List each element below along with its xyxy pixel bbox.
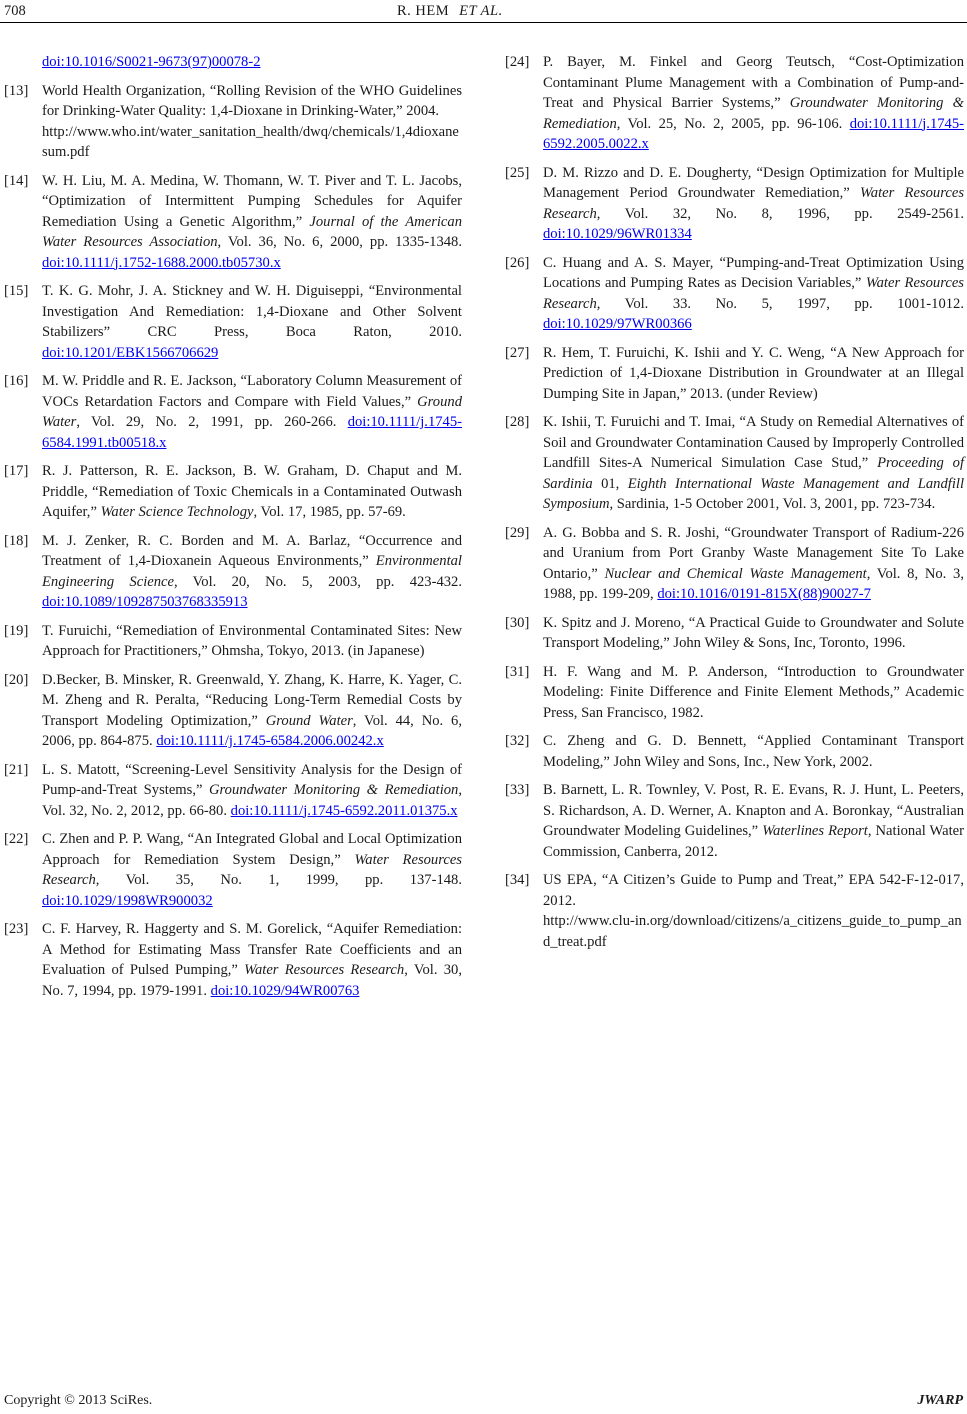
reference-item [505,163,964,245]
reference-item [505,731,964,772]
reference-text: K. Spitz and J. Moreno, “A Practical Guide to Groundwater and Solute Transport Modeling,” John Wiley & Sons, Inc, Toronto, 1996. [543,614,964,651]
copyright-footer: Copyright © 2013 SciRes. [4,1393,153,1408]
reference-text: P. Bayer, M. Finkel and Georg Teutsch, “Cost-Optimization Contaminant Plume Management with a Combination of Pump-and-Treat and Physical Barrier Systems,” [543,54,964,111]
reference-source-title: Water Resources Research [543,275,964,312]
reference-text: US EPA, “A Citizen’s Guide to Pump and Treat,” EPA 542-F-12-017, 2012. [543,872,964,909]
reference-url: http://www.who.int/water_sanitation_health/dwq/chemicals/1,4dioxanesum.pdf [42,123,459,160]
reference-text: L. S. Matott, “Screening-Level Sensitivity Analysis for the Design of Pump-and-Treat Systems,” [42,761,462,798]
reference-text: World Health Organization, “Rolling Revision of the WHO Guidelines for Drinking-Water Quality: 1,4-Dioxane in Drinking-Water,” 2004. [42,82,462,119]
reference-source-title: Environmental Engineering Science [42,553,462,590]
reference-text: T. K. G. Mohr, J. A. Stickney and W. H. Diguiseppi, “Environmental Investigation And Remediation: 1,4-Dioxane and Other Solvent Stabilizers” CRC Press, Boca Raton, 2010. [42,283,462,340]
reference-source-title: Ground Water [265,712,353,729]
reference-number: [22] [4,831,29,847]
reference-number: [21] [4,761,29,778]
reference-number: [29] [505,524,530,541]
reference-text: , Vol. 44, No. 6, 2006, pp. 864-875. [42,712,462,749]
reference-item [4,621,462,662]
reference-item [505,523,964,605]
reference-text: D. M. Rizzo and D. E. Dougherty, “Design Optimization for Multiple Management Period Groundwater Remediation,” [543,164,964,201]
doi-link[interactable]: doi:10.1201/EBK1566706629 [42,344,219,361]
reference-text: , Vol. 35, No. 1, 1999, pp. 137-148. [95,872,462,888]
reference-text: , Vol. 33. No. 5, 1997, pp. 1001-1012. [596,295,964,312]
reference-text: M. W. Priddle and R. E. Jackson, “Laboratory Column Measurement of VOCs Retardation Factors and Compare with Field Values,” [42,373,462,410]
reference-text: H. F. Wang and M. P. Anderson, “Introduction to Groundwater Modeling: Finite Difference and Finite Element Methods,” Academic Press, San Francisco, 1982. [543,663,964,721]
reference-item [505,52,964,155]
reference-text: , Vol. 8, No. 3, 1988, pp. 199-209, [543,565,964,602]
reference-number: [32] [505,733,530,749]
journal-footer: JWARP [917,1393,963,1408]
reference-text: , Vol. 30, No. 7, 1994, pp. 1979-1991. [42,962,462,999]
reference-text: , Vol. 17, 1985, pp. 57-69. [253,504,406,520]
reference-source-title: Eighth International Waste Management and Landfill Symposium [543,475,964,512]
reference-number: [30] [505,614,530,631]
reference-item [4,919,462,1001]
reference-item [505,412,964,515]
doi-link[interactable]: doi:10.1111/j.1752-1688.2000.tb05730.x [42,254,281,271]
reference-item [4,829,462,911]
doi-link[interactable]: doi:10.1029/97WR00366 [543,316,692,332]
reference-text: , Vol. 32, No. 2, 2012, pp. 66-80. [42,782,462,819]
reference-number: [14] [4,172,29,189]
reference-item [505,613,964,654]
reference-item [4,52,462,73]
reference-item [505,662,964,724]
reference-number: [28] [505,414,530,430]
reference-number: [20] [4,671,29,688]
reference-source-title: Groundwater Monitoring & Remediation [543,95,964,132]
reference-url: http://www.clu-in.org/download/citizens/a_citizens_guide_to_pump_and_treat.pdf [543,913,962,950]
header-divider [0,22,967,23]
references-right-column [505,52,964,960]
doi-link[interactable]: doi:10.1016/0191-815X(88)90027-7 [657,586,871,602]
reference-item [505,343,964,405]
running-header [397,3,503,20]
reference-item [4,371,462,453]
reference-text: , Vol. 32, No. 8, 1996, pp. 2549-2561. [596,205,964,222]
reference-text: , Vol. 20, No. 5, 2003, pp. 423-432. [173,573,462,590]
reference-text: K. Ishii, T. Furuichi and T. Imai, “A Study on Remedial Alternatives of Soil and Groundwater Contamination Caused by Improperly Controlled Landfill Sites-A Numerical Simulation Case Stud,” [543,414,964,471]
reference-item [4,81,462,163]
reference-text: C. F. Harvey, R. Haggerty and S. M. Gorelick, “Aquifer Remediation: A Method for Estimating Mass Transfer Rate Coefficients and an Evaluation of Pulsed Pumping,” [42,921,462,978]
reference-text: C. Zheng and G. D. Bennett, “Applied Contaminant Transport Modeling,” John Wiley and Sons, Inc., New York, 2002. [543,733,964,770]
page-number: 708 [4,3,26,19]
reference-source-title: Groundwater Monitoring & Remediation [209,782,459,798]
reference-item [4,760,462,822]
reference-source-title: Ground Water [42,393,462,430]
doi-link[interactable]: doi:10.1029/1998WR900032 [42,892,213,909]
reference-item [4,461,462,523]
reference-number: [19] [4,622,29,639]
reference-source-title: Journal of the American Water Resources Association [42,213,462,250]
reference-text: 01, [592,475,628,492]
reference-text: C. Zhen and P. P. Wang, “An Integrated Global and Local Optimization Approach for Remediation System Design,” [42,831,462,868]
reference-text: R. J. Patterson, R. E. Jackson, B. W. Graham, D. Chaput and M. Priddle, “Remediation of Toxic Chemicals in a Contaminated Outwash Aquifer,” [42,463,462,520]
reference-item [4,670,462,752]
doi-link[interactable]: doi:10.1089/109287503768335913 [42,594,248,610]
doi-link[interactable]: doi:10.1111/j.1745-6584.2006.00242.x [156,733,384,749]
reference-source-title: Water Resources Research [543,185,964,222]
reference-text: , National Water Commission, Canberra, 2012. [543,823,964,860]
reference-text: W. H. Liu, M. A. Medina, W. Thomann, W. T. Piver and T. L. Jacobs, “Optimization of Intermittent Pumping Schedules for Aquifer Remediation Using a Genetic Algorithm,” [42,172,462,230]
reference-text: , Vol. 29, No. 2, 1991, pp. 260-266. [76,414,348,430]
reference-number: [23] [4,921,29,937]
reference-number: [25] [505,164,530,181]
reference-text: , Sardinia, 1-5 October 2001, Vol. 3, 2001, pp. 723-734. [609,496,936,512]
reference-number: [26] [505,254,530,271]
reference-text: D.Becker, B. Minsker, R. Greenwald, Y. Zhang, K. Harre, K. Yager, C. M. Zheng and R. Peralta, “Reducing Long-Term Remedial Costs by Transport Modeling Optimization,” [42,671,462,729]
reference-item [505,253,964,335]
reference-source-title: Waterlines Report [762,823,868,839]
reference-item [505,870,964,952]
reference-text: R. Hem, T. Furuichi, K. Ishii and Y. C. Weng, “A New Approach for Prediction of 1,4-Dioxane Distribution in Groundwater at an Illegal Dumping Site in Japan,” 2013. (under Review) [543,344,964,402]
reference-source-title: Proceeding of Sardinia [543,455,965,492]
reference-number: [16] [4,373,29,389]
reference-source-title: Nuclear and Chemical Waste Management [604,565,867,582]
references-left-column [4,52,462,1009]
doi-link[interactable]: doi:10.1111/j.1745-6584.1991.tb00518.x [42,414,462,451]
doi-link[interactable]: doi:10.1029/96WR01334 [543,226,692,242]
reference-number: [34] [505,872,530,888]
reference-source-title: Water Science Technology [100,504,254,520]
reference-number: [27] [505,344,530,361]
reference-text: , Vol. 36, No. 6, 2000, pp. 1335-1348. [217,234,462,250]
reference-source-title: Water Resources Research [244,962,405,978]
reference-number: [17] [4,463,29,479]
reference-number: [33] [505,782,530,798]
running-title: R. HEM [397,3,450,19]
doi-link[interactable]: doi:10.1016/S0021-9673(97)00078-2 [42,54,261,70]
reference-item [4,281,462,363]
reference-number: [24] [505,54,530,70]
reference-text: M. J. Zenker, R. C. Borden and M. A. Barlaz, “Occurrence and Treatment of 1,4-Dioxanein Aqueous Environments,” [42,532,462,569]
reference-text: C. Huang and A. S. Mayer, “Pumping-and-Treat Optimization Using Locations and Pumping Rates as Decision Variables,” [543,254,964,291]
reference-item [4,171,462,274]
reference-number: [18] [4,532,29,549]
reference-number: [15] [4,283,29,299]
running-etal: ET AL. [459,3,503,19]
reference-item [4,531,462,613]
doi-link[interactable]: doi:10.1111/j.1745-6592.2011.01375.x [230,802,458,819]
doi-link[interactable]: doi:10.1111/j.1745-6592.2005.0022.x [543,115,964,152]
reference-number: [31] [505,663,530,680]
reference-text: , Vol. 25, No. 2, 2005, pp. 96-106. [616,115,850,132]
reference-number: [13] [4,82,29,99]
reference-source-title: Water Resources Research [42,851,462,888]
reference-text: T. Furuichi, “Remediation of Environmental Contaminated Sites: New Approach for Practitioners,” Ohmsha, Tokyo, 2013. (in Japanese) [42,622,462,659]
reference-text: B. Barnett, L. R. Townley, V. Post, R. E. Evans, R. J. Hunt, L. Peeters, S. Richardson, A. D. Werner, A. Knapton and A. Boronkay, “Australian Groundwater Modeling Guidelines,” [543,782,964,839]
reference-text: A. G. Bobba and S. R. Joshi, “Groundwater Transport of Radium-226 and Uranium from Port Granby Waste Management Site To Lake Ontario,” [543,524,964,582]
doi-link[interactable]: doi:10.1029/94WR00763 [210,982,360,999]
reference-item [505,780,964,862]
